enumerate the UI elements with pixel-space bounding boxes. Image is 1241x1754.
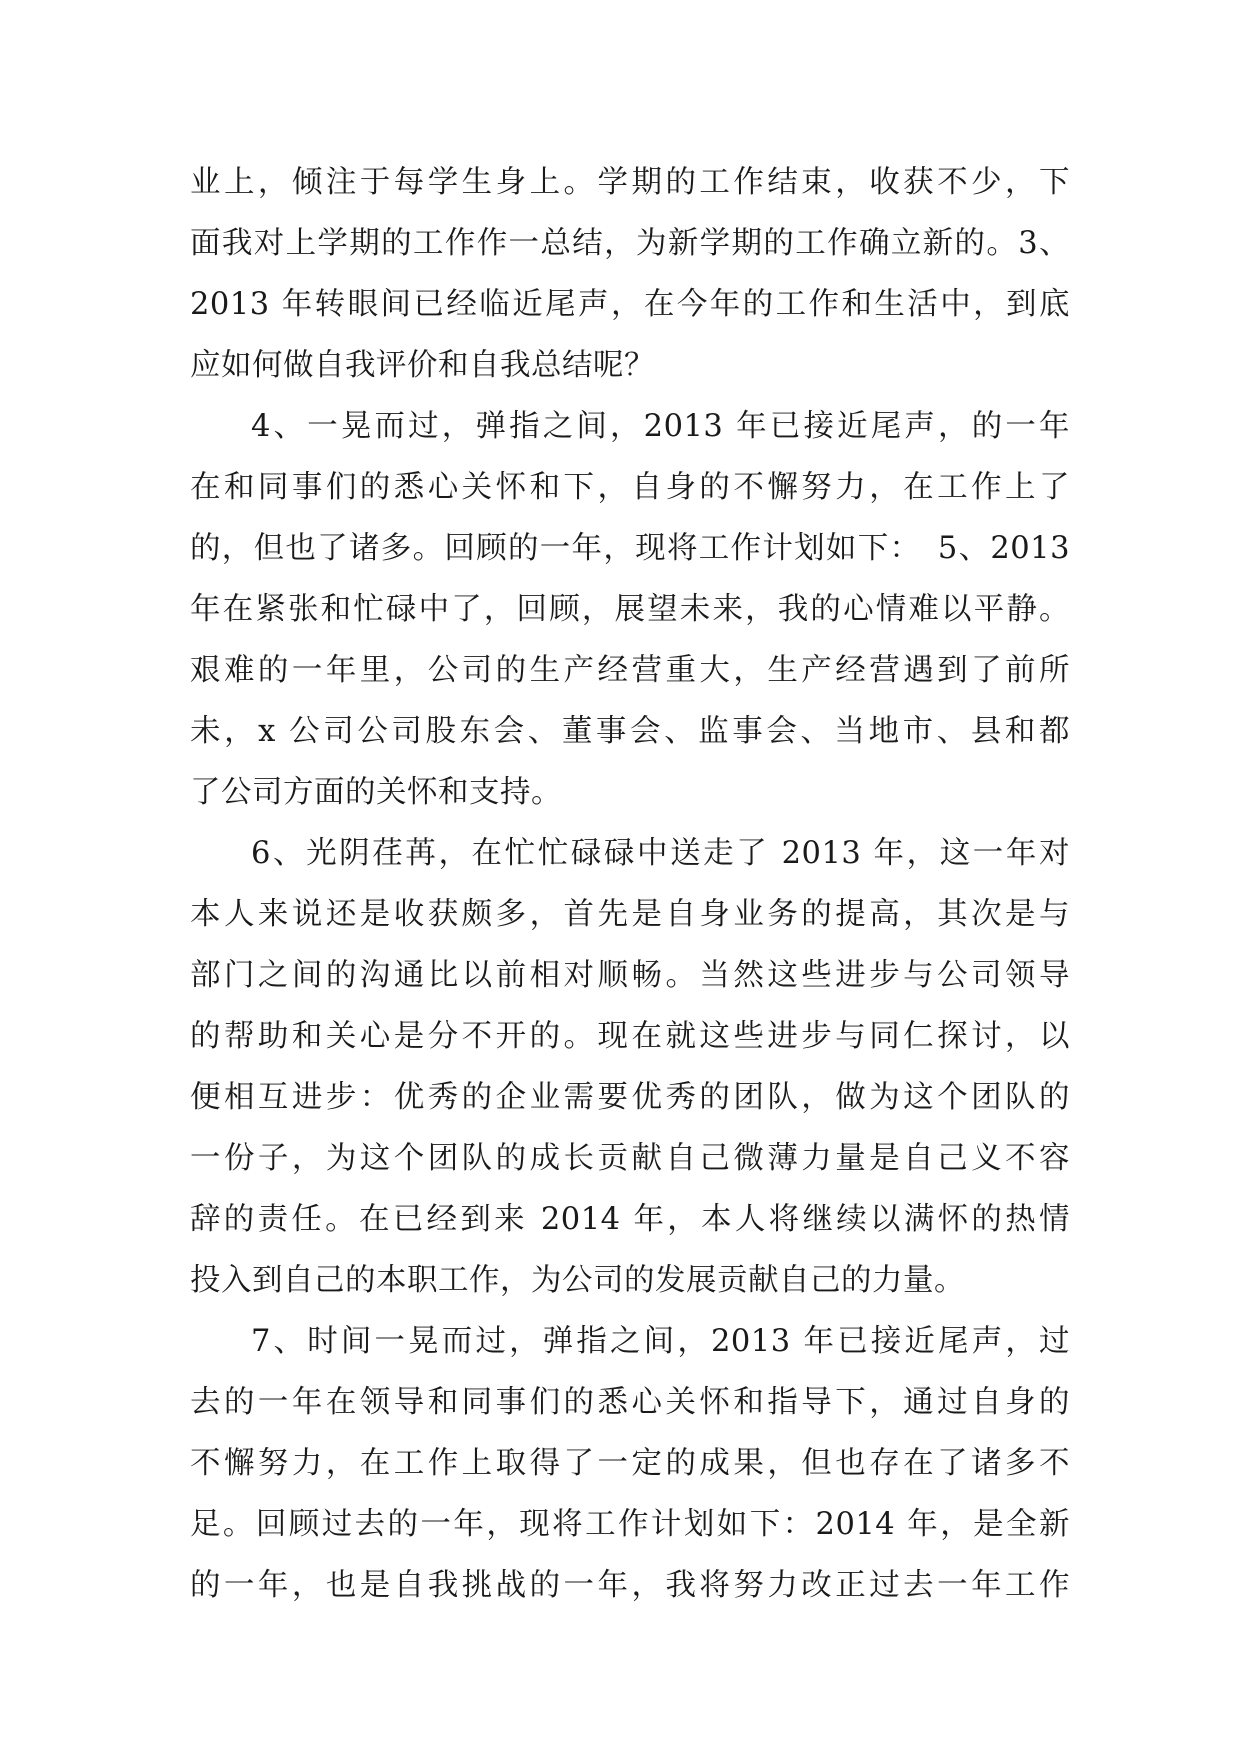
- text-line: 应如何做自我评价和自我总结呢？: [190, 348, 655, 383]
- text-line: 艰难的一年里，公司的生产经营重大，生产经营遇到了前所: [190, 653, 1070, 688]
- text-line: 2013 年转眼间已经临近尾声，在今年的工作和生活中，到底: [190, 287, 1070, 322]
- text-line: 年在紧张和忙碌中了，回顾，展望未来，我的心情难以平静。: [190, 592, 1070, 627]
- text-line: 未，x 公司公司股东会、董事会、监事会、当地市、县和都: [190, 714, 1070, 749]
- text-line: 的，但也了诸多。回顾的一年，现将工作计划如下： 5、2013: [190, 531, 1070, 566]
- text-line: 足。回顾过去的一年，现将工作计划如下：2014 年，是全新: [190, 1507, 1070, 1542]
- text-line: 了公司方面的关怀和支持。: [190, 775, 562, 810]
- text-line: 业上，倾注于每学生身上。学期的工作结束，收获不少，下: [190, 165, 1070, 200]
- text-line: 部门之间的沟通比以前相对顺畅。当然这些进步与公司领导: [190, 958, 1070, 993]
- text-line: 的帮助和关心是分不开的。现在就这些进步与同仁探讨，以: [190, 1019, 1070, 1054]
- text-line: 投入到自己的本职工作，为公司的发展贡献自己的力量。: [190, 1263, 965, 1298]
- paragraph-6-start: 6、光阴荏苒，在忙忙碌碌中送走了 2013 年，这一年对: [251, 836, 1070, 871]
- text-line: 本人来说还是收获颇多，首先是自身业务的提高，其次是与: [190, 897, 1070, 932]
- text-line: 去的一年在领导和同事们的悉心关怀和指导下，通过自身的: [190, 1385, 1070, 1420]
- text-line: 一份子，为这个团队的成长贡献自己微薄力量是自己义不容: [190, 1141, 1070, 1176]
- text-line: 不懈努力，在工作上取得了一定的成果，但也存在了诸多不: [190, 1446, 1070, 1481]
- text-line: 面我对上学期的工作作一总结，为新学期的工作确立新的。3、: [190, 226, 1070, 261]
- text-line: 的一年，也是自我挑战的一年，我将努力改正过去一年工作: [190, 1568, 1070, 1603]
- text-line: 在和同事们的悉心关怀和下，自身的不懈努力，在工作上了: [190, 470, 1070, 505]
- text-line: 便相互进步：优秀的企业需要优秀的团队，做为这个团队的: [190, 1080, 1070, 1115]
- document-text: [190, 152, 1070, 1616]
- paragraph-7-start: 7、时间一晃而过，弹指之间，2013 年已接近尾声，过: [251, 1324, 1070, 1359]
- paragraph-4-start: 4、一晃而过，弹指之间，2013 年已接近尾声，的一年: [251, 409, 1070, 444]
- text-line: 辞的责任。在已经到来 2014 年，本人将继续以满怀的热情: [190, 1202, 1070, 1237]
